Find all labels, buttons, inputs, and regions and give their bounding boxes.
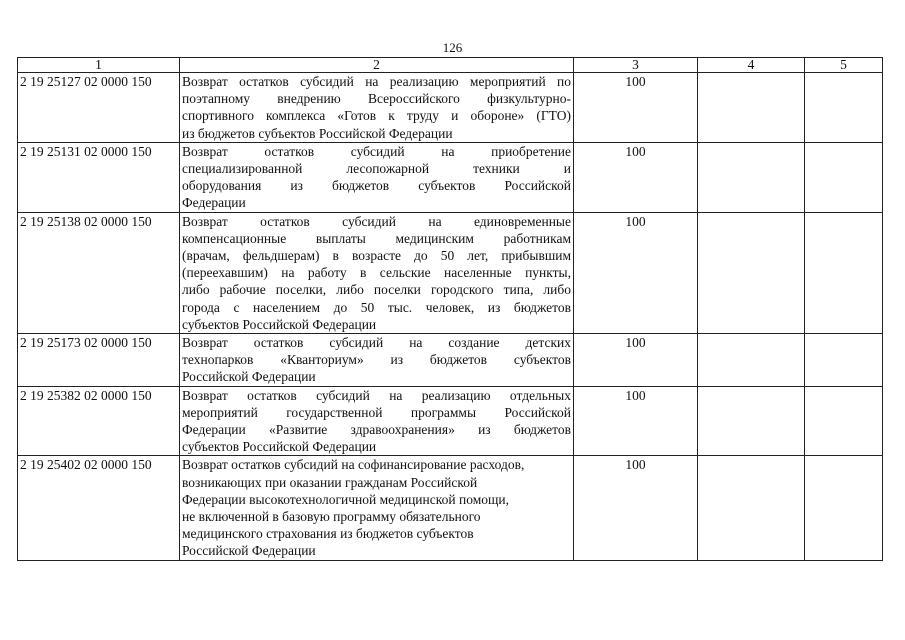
description-line: либо рабочие поселки, либо поселки городского типа, либо xyxy=(182,282,571,298)
column-5-cell xyxy=(805,212,883,333)
page-number: 126 xyxy=(442,40,463,55)
row-description xyxy=(180,212,574,333)
description-line: Возврат остатков субсидий на приобретение xyxy=(182,143,571,159)
budget-code: 2 19 25127 02 0000 150 xyxy=(18,73,180,143)
description-line: субъектов Российской Федерации xyxy=(182,439,377,455)
description-line: поэтапному внедрению Всероссийского физкультурно- xyxy=(182,91,571,107)
description-line: субъектов Российской Федерации xyxy=(182,316,377,332)
value-cell: 100 xyxy=(574,73,698,143)
budget-table xyxy=(17,57,883,561)
description-line: технопарков «Кванториум» из бюджетов субъектов xyxy=(182,352,571,368)
value-cell: 100 xyxy=(574,456,698,560)
description-line: Российской Федерации xyxy=(182,543,316,559)
table-row xyxy=(18,212,883,333)
table-row xyxy=(18,386,883,456)
description-line: возникающих при оказании гражданам Российской xyxy=(182,474,478,490)
column-header-3: 3 xyxy=(574,58,698,73)
description-line: специализированной лесопожарной техники и xyxy=(182,161,571,177)
column-header-2: 2 xyxy=(180,58,574,73)
table-row xyxy=(18,456,883,560)
description-line: не включенной в базовую программу обязательного xyxy=(182,509,481,525)
description-line: (врачам, фельдшерам) в возрасте до 50 лет, прибывшим xyxy=(182,248,571,264)
column-5-cell xyxy=(805,142,883,212)
description-line: Федерации xyxy=(182,195,246,211)
column-header-4: 4 xyxy=(698,58,805,73)
description-line: оборудования из бюджетов субъектов Российской xyxy=(182,178,571,194)
budget-code: 2 19 25402 02 0000 150 xyxy=(18,456,180,560)
column-4-cell xyxy=(698,142,805,212)
description-line: мероприятий государственной программы Российской xyxy=(182,404,571,420)
description-line: Федерации «Развитие здравоохранения» из бюджетов xyxy=(182,422,571,438)
column-5-cell xyxy=(805,456,883,560)
table-row xyxy=(18,334,883,387)
value-cell: 100 xyxy=(574,212,698,333)
budget-code: 2 19 25138 02 0000 150 xyxy=(18,212,180,333)
column-4-cell xyxy=(698,456,805,560)
table-row xyxy=(18,73,883,143)
description-line: компенсационные выплаты медицинским работникам xyxy=(182,230,571,246)
description-line: Российской Федерации xyxy=(182,369,316,385)
description-line: Возврат остатков субсидий на реализацию отдельных xyxy=(182,387,571,403)
budget-code: 2 19 25382 02 0000 150 xyxy=(18,386,180,456)
column-header-5: 5 xyxy=(805,58,883,73)
budget-code: 2 19 25131 02 0000 150 xyxy=(18,142,180,212)
column-4-cell xyxy=(698,386,805,456)
description-line: Возврат остатков субсидий на реализацию мероприятий по xyxy=(182,74,571,89)
row-description xyxy=(180,386,574,456)
column-header-1: 1 xyxy=(18,58,180,73)
budget-code: 2 19 25173 02 0000 150 xyxy=(18,334,180,387)
column-4-cell xyxy=(698,212,805,333)
table-row xyxy=(18,142,883,212)
column-5-cell xyxy=(805,73,883,143)
description-line: спортивного комплекса «Готов к труду и обороне» (ГТО) xyxy=(182,108,571,124)
description-line: (переехавшим) на работу в сельские населенные пункты, xyxy=(182,265,571,281)
row-description xyxy=(180,456,574,560)
description-line: Федерации высокотехнологичной медицинской помощи, xyxy=(182,491,509,507)
column-4-cell xyxy=(698,73,805,143)
description-line: города с населением до 50 тыс. человек, из бюджетов xyxy=(182,299,571,315)
description-line: медицинского страхования из бюджетов субъектов xyxy=(182,526,474,542)
value-cell: 100 xyxy=(574,142,698,212)
header-row xyxy=(18,58,883,73)
row-description xyxy=(180,73,574,143)
description-line: Возврат остатков субсидий на единовременные xyxy=(182,213,571,229)
value-cell: 100 xyxy=(574,386,698,456)
row-description xyxy=(180,334,574,387)
description-line: из бюджетов субъектов Российской Федерации xyxy=(182,125,453,141)
column-5-cell xyxy=(805,386,883,456)
value-cell: 100 xyxy=(574,334,698,387)
column-4-cell xyxy=(698,334,805,387)
description-line: Возврат остатков субсидий на софинансирование расходов, xyxy=(182,457,525,473)
row-description xyxy=(180,142,574,212)
column-5-cell xyxy=(805,334,883,387)
description-line: Возврат остатков субсидий на создание детских xyxy=(182,335,571,351)
